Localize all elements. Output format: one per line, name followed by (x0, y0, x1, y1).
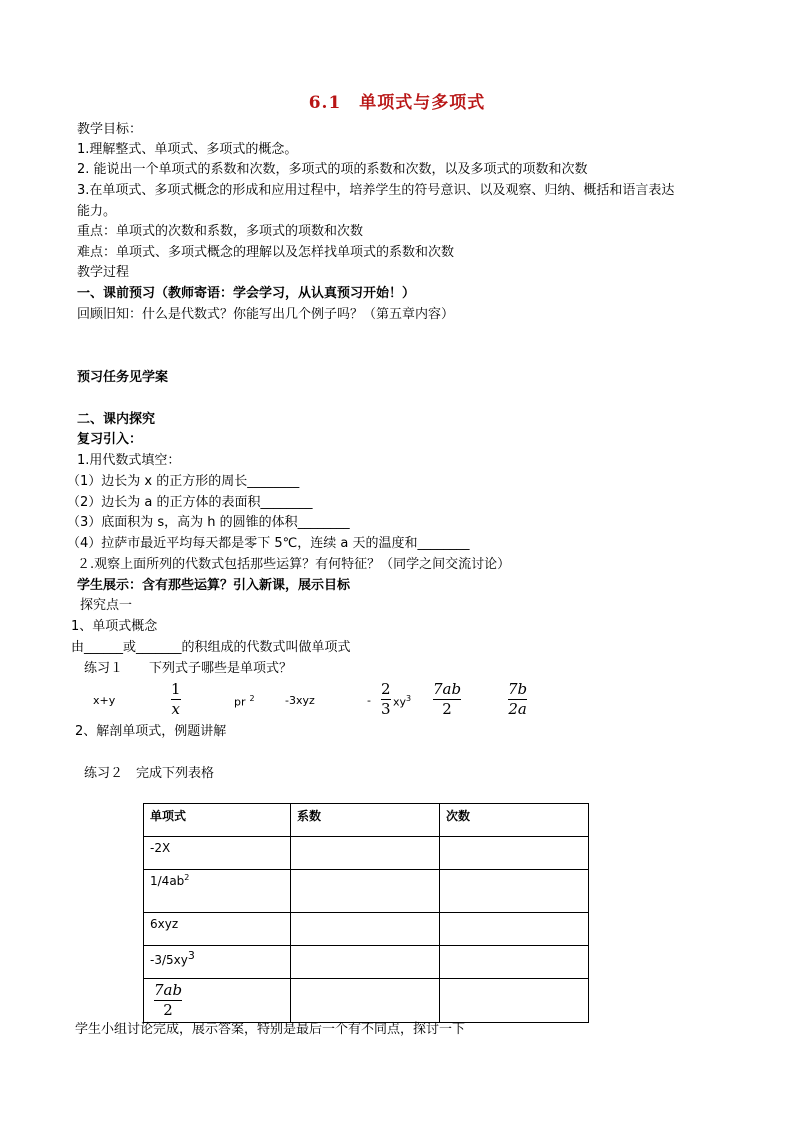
expr-one-over-x (171, 681, 181, 718)
question-1a: （1）边长为 x 的正方形的周长________ (67, 474, 300, 489)
concept-2-heading: 2、解剖单项式，例题讲解 (75, 724, 227, 739)
table-header: 次数 (440, 804, 589, 837)
table-cell-degree[interactable] (440, 870, 589, 913)
table-cell-degree[interactable] (440, 979, 589, 1023)
table-row (144, 837, 589, 870)
table-cell-monomial (144, 913, 291, 946)
fraction-numerator: 7b (508, 680, 528, 698)
concept-heading: 1、单项式概念 (71, 619, 158, 634)
preview-task: 预习任务见学案 (77, 370, 169, 385)
table-header-row (144, 804, 589, 837)
table-cell-coefficient[interactable] (291, 979, 440, 1023)
monomial-table (143, 803, 589, 1023)
table-cell-degree[interactable] (440, 946, 589, 979)
fraction-7ab-over-2 (154, 982, 182, 1019)
expr-base: xy (393, 695, 407, 709)
table-cell-coefficient[interactable] (291, 946, 440, 979)
fraction-denominator: 2a (508, 700, 527, 718)
expr-sign: - (367, 694, 371, 707)
cell-text: -2X (150, 841, 171, 855)
fraction-numerator: 7ab (433, 680, 462, 698)
process-heading: 教学过程 (77, 265, 130, 280)
cell-exponent: 3 (187, 949, 195, 962)
table-cell-coefficient[interactable] (291, 913, 440, 946)
definition-line: 由______或_______的积组成的代数式叫做单项式 (71, 640, 351, 655)
table-cell-degree[interactable] (440, 837, 589, 870)
expr-x-plus-y: x+y (93, 694, 116, 707)
table-header: 系数 (291, 804, 440, 837)
question-2: ２.观察上面所列的代数式包括那些运算？有何特征？（同学之间交流讨论） (77, 557, 511, 572)
fraction-denominator: 2 (163, 1001, 173, 1019)
expr-7b-over-2a (508, 681, 527, 718)
fraction-denominator: 2 (442, 700, 452, 718)
question-1: 1.用代数式填空： (77, 453, 181, 468)
expr-two-thirds (381, 681, 391, 718)
difficult-points: 难点：单项式、多项式概念的理解以及怎样找单项式的系数和次数 (77, 245, 455, 260)
expr-exponent: 3 (406, 694, 412, 703)
question-1d: （4）拉萨市最近平均每天都是零下 5℃，连续 a 天的温度和________ (67, 536, 470, 551)
table-header: 单项式 (144, 804, 291, 837)
goal-1: 1.理解整式、单项式、多项式的概念。 (77, 142, 298, 157)
page-title: 6.1 单项式与多项式 (308, 93, 486, 113)
expr-exponent: 2 (249, 694, 255, 703)
table-cell-degree[interactable] (440, 913, 589, 946)
fraction-denominator: x (171, 700, 180, 718)
goal-3: 3.在单项式、多项式概念的形成和应用过程中，培养学生的符号意识、以及观察、归纳、概括和语言表达 (77, 183, 675, 198)
table-cell-coefficient[interactable] (291, 870, 440, 913)
review-intro: 复习引入： (77, 432, 143, 447)
goal-3-cont: 能力。 (77, 204, 117, 219)
exercise-1: 练习１ 下列式子哪些是单项式？ (84, 661, 293, 676)
explore-point: 探究点一 (80, 598, 133, 613)
expr-base: pr (234, 695, 246, 709)
expr-minus-3xyz: -3xyz (285, 694, 315, 707)
expr-xy-cubed (393, 694, 411, 709)
table-row (144, 870, 589, 913)
table-cell-monomial (144, 979, 291, 1023)
fraction-numerator: 2 (381, 680, 391, 698)
fraction-numerator: 1 (171, 680, 181, 698)
table-row (144, 946, 589, 979)
group-discussion: 学生小组讨论完成，展示答案，特别是最后一个有不同点，探讨一下 (75, 1022, 466, 1037)
cell-text: 1/4ab (150, 874, 185, 888)
key-points: 重点：单项式的次数和系数，多项式的项数和次数 (77, 224, 364, 239)
fraction-numerator: 7ab (154, 981, 183, 999)
table-cell-coefficient[interactable] (291, 837, 440, 870)
question-1c: （3）底面积为 s，高为 h 的圆锥的体积________ (67, 515, 350, 530)
table-row (144, 979, 589, 1023)
expr-7ab-over-2 (433, 681, 461, 718)
goals-heading: 教学目标： (77, 122, 143, 137)
exercise-2: 练习２ 完成下列表格 (84, 766, 215, 781)
section-2-heading: 二、课内探究 (77, 412, 156, 427)
question-1b: （2）边长为 a 的正方体的表面积________ (67, 495, 313, 510)
table-cell-monomial (144, 870, 291, 913)
cell-text: -3/5xy (150, 953, 188, 967)
cell-text: 6xyz (150, 917, 179, 931)
goal-2: 2. 能说出一个单项式的系数和次数，多项式的项的系数和次数，以及多项式的项数和次数 (77, 162, 588, 177)
cell-exponent: 2 (184, 873, 190, 882)
table-cell-monomial (144, 946, 291, 979)
table-cell-monomial (144, 837, 291, 870)
table-row (144, 913, 589, 946)
section-1-heading: 一、课前预习（教师寄语：学会学习，从认真预习开始！） (77, 286, 416, 301)
review-question: 回顾旧知：什么是代数式？你能写出几个例子吗？（第五章内容） (77, 307, 455, 322)
student-show: 学生展示：含有那些运算？引入新课，展示目标 (77, 578, 351, 593)
fraction-denominator: 3 (381, 700, 391, 718)
expr-pr-squared (234, 694, 255, 709)
